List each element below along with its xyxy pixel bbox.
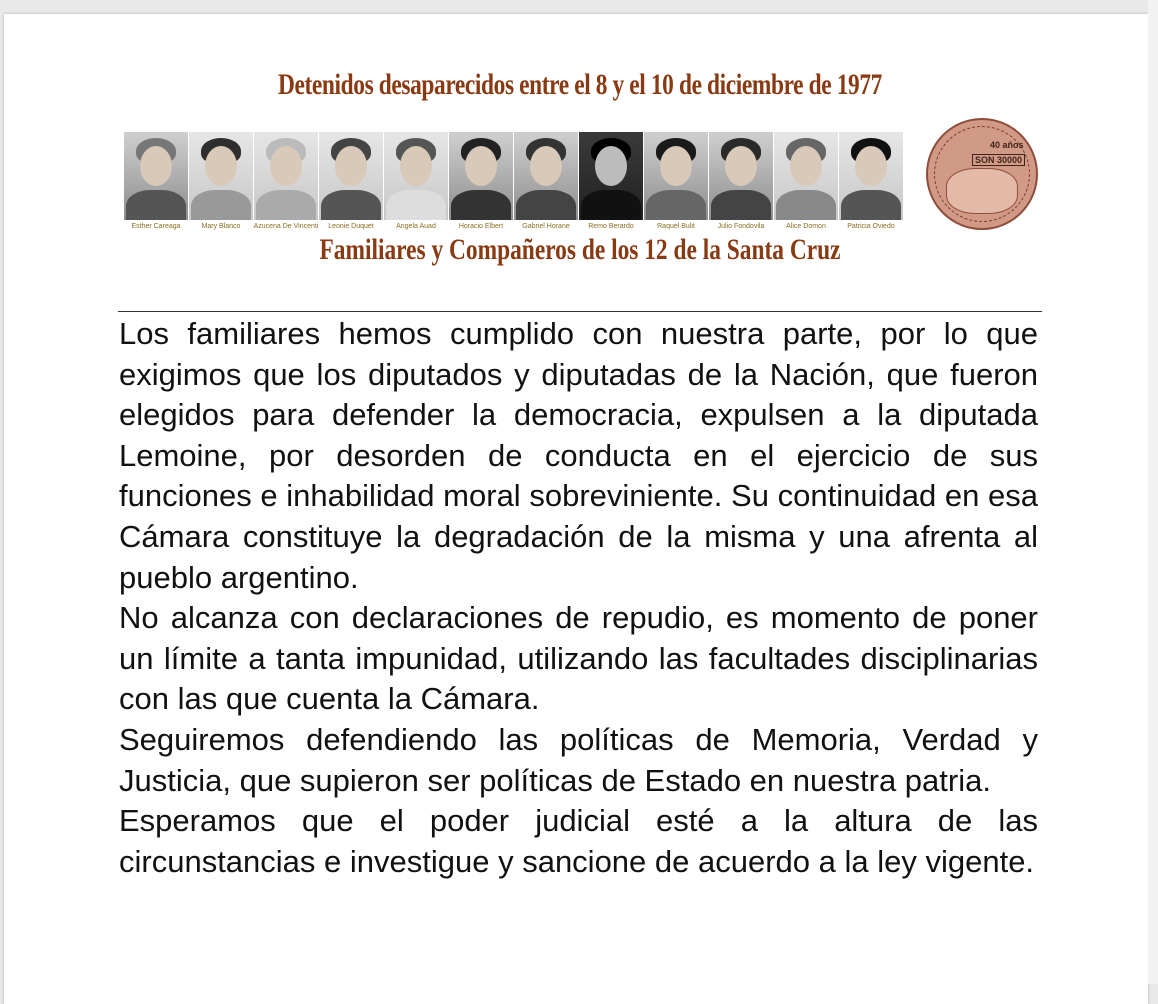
photo-caption: Raquel Bulit [657, 223, 695, 230]
photo-portrait [449, 132, 513, 230]
seal-years: 40 años [990, 140, 1024, 150]
photo-caption: Julio Fondovila [717, 223, 765, 230]
photo-portrait [319, 132, 383, 230]
photo-portrait [514, 132, 578, 230]
divider [118, 311, 1042, 312]
photo-caption: Alice Domon [786, 223, 826, 230]
paragraph: Los familiares hemos cumplido con nuestra parte, por lo que exigimos que los diputados y diputadas de la Nación, que fueron elegidos para defender la democracia, expulsen a la diputada Lemoine, por desorden de conducta en el ejercicio de sus funciones e inhabilidad moral sobreviniente. Su continuidad en esa Cámara constituye la degradación de la misma y una afrenta al pueblo argentino. [119, 316, 1038, 595]
photo-caption: Leonie Duquet [328, 223, 374, 230]
photo-portrait [644, 132, 708, 230]
photo-portrait [124, 132, 188, 230]
photo-portrait [839, 132, 903, 230]
photo-caption: Horacio Elbert [458, 223, 504, 230]
photo-caption: Remo Berardo [588, 223, 634, 230]
photo-portrait [189, 132, 253, 230]
page-subtitle: Familiares y Compañeros de los 12 de la Santa Cruz [319, 233, 841, 266]
body-text [119, 314, 1038, 882]
organization-seal [926, 118, 1038, 230]
photo-portrait [253, 132, 319, 230]
paragraph: No alcanza con declaraciones de repudio, es momento de poner un límite a tanta impunidad, utilizando las facultades disciplinarias con las que cuenta la Cámara. [119, 600, 1038, 717]
photo-caption: Gabriel Horane [522, 223, 570, 230]
photo-portrait [579, 132, 643, 230]
seal-slogan: SON 30000 [972, 154, 1025, 166]
photo-portrait [709, 132, 773, 230]
photo-portrait [384, 132, 448, 230]
page-title: Detenidos desaparecidos entre el 8 y el 10 de diciembre de 1977 [278, 68, 882, 101]
photo-caption: Azucena De Vincenti [253, 223, 319, 230]
paragraph: Esperamos que el poder judicial esté a la altura de las circunstancias e investigue y sancione de acuerdo a la ley vigente. [119, 803, 1038, 879]
photo-caption: Patricia Oviedo [847, 223, 895, 230]
photo-portrait [774, 132, 838, 230]
photo-strip [120, 118, 920, 233]
photo-caption: Esther Careaga [131, 223, 181, 230]
photo-caption: Angela Auad [396, 223, 436, 230]
photo-caption: Mary Blanco [201, 223, 241, 230]
scrollbar-track[interactable] [1148, 0, 1158, 984]
paragraph: Seguiremos defendiendo las políticas de Memoria, Verdad y Justicia, que supieron ser políticas de Estado en nuestra patria. [119, 721, 1038, 798]
